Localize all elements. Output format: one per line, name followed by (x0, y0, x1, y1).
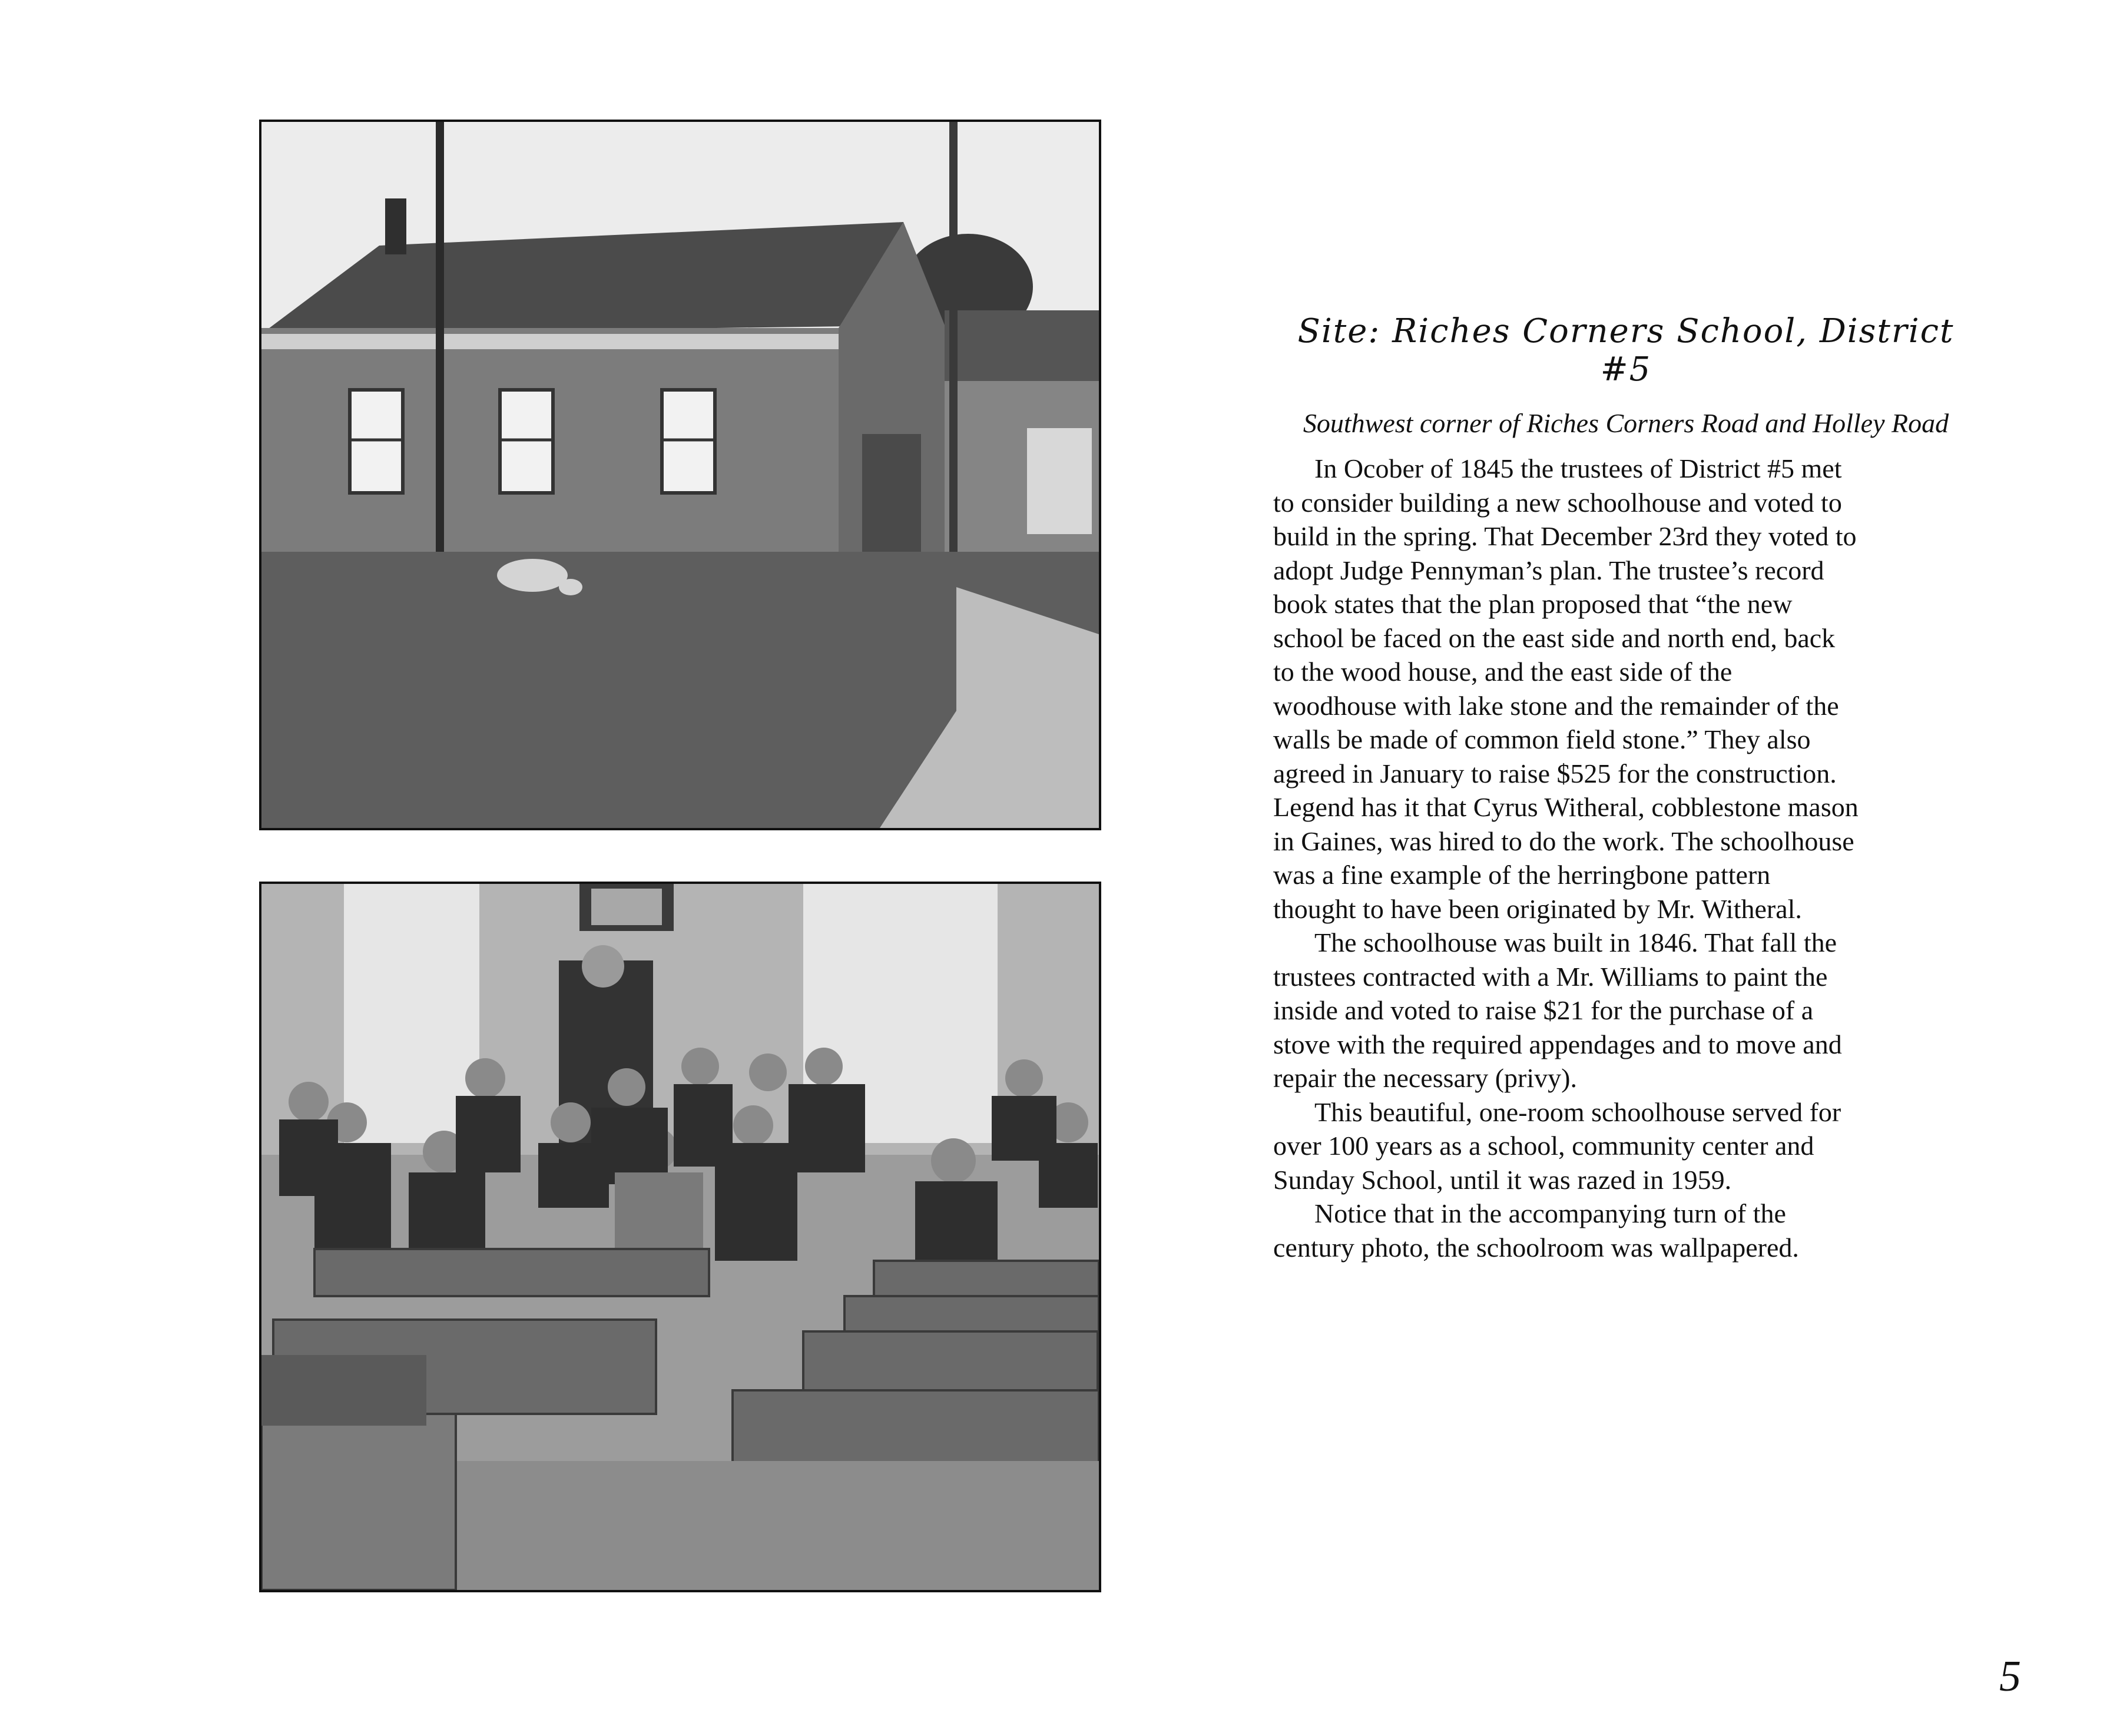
paragraph-razed-1959 (1273, 1095, 1979, 1197)
paragraph-built-1846 (1273, 926, 1979, 1095)
text-line: to the wood house, and the east side of the (1273, 657, 1733, 687)
text-line: thought to have been originated by Mr. Witheral. (1273, 893, 1802, 924)
page-number: 5 (1999, 1652, 2021, 1701)
text-line: was a fine example of the herringbone pattern (1273, 860, 1771, 890)
text-line: Notice that in the accompanying turn of the (1314, 1198, 1786, 1228)
text-line: woodhouse with lake stone and the remainder of the (1273, 690, 1839, 721)
text-line: adopt Judge Pennyman’s plan. The trustee’s record (1273, 555, 1824, 585)
text-line: stove with the required appendages and to move and (1273, 1029, 1842, 1059)
text-line: Legend has it that Cyrus Witheral, cobblestone mason (1273, 792, 1859, 822)
schoolroom-interior-image (261, 884, 1099, 1590)
paragraph-construction (1273, 452, 1979, 926)
text-line: Sunday School, until it was razed in 1959. (1273, 1164, 1732, 1195)
text-line: repair the necessary (privy). (1273, 1063, 1577, 1093)
text-line: in Gaines, was hired to do the work. The schoolhouse (1273, 826, 1854, 856)
schoolroom-interior-photo (259, 882, 1101, 1592)
site-heading: Site: Riches Corners School, District #5 (1297, 312, 1955, 389)
schoolhouse-exterior-image (261, 122, 1099, 828)
article-text (1273, 312, 1979, 1264)
text-line: book states that the plan proposed that “the new (1273, 589, 1793, 619)
text-line: The schoolhouse was built in 1846. That fall the (1314, 927, 1837, 958)
paragraph-wallpaper (1273, 1197, 1979, 1264)
text-line: inside and voted to raise $21 for the purchase of a (1273, 995, 1814, 1025)
text-line: trustees contracted with a Mr. Williams to paint the (1273, 961, 1828, 992)
text-line: over 100 years as a school, community center and (1273, 1131, 1814, 1161)
text-line: agreed in January to raise $525 for the construction. (1273, 758, 1837, 789)
text-line: build in the spring. That December 23rd they voted to (1273, 521, 1857, 551)
location-subtitle (1273, 406, 1979, 440)
text-line: century photo, the schoolroom was wallpapered. (1273, 1232, 1799, 1263)
subtitle-line: and Holley Road (1765, 408, 1949, 438)
text-line: school be faced on the east side and north end, back (1273, 622, 1836, 653)
text-line: to consider building a new schoolhouse and voted to (1273, 487, 1842, 518)
schoolhouse-exterior-photo (259, 120, 1101, 830)
text-line: walls be made of common field stone.” They also (1273, 724, 1811, 754)
subtitle-line: Southwest corner of Riches Corners Road (1303, 408, 1758, 438)
text-line: In Ocober of 1845 the trustees of District #5 met (1314, 453, 1842, 483)
text-line: This beautiful, one-room schoolhouse served for (1314, 1096, 1841, 1127)
